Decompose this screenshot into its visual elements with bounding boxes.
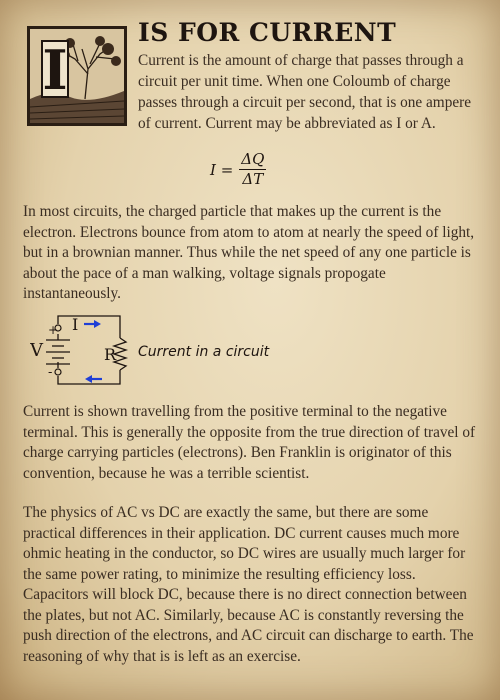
current-label: I [72,315,79,334]
circuit-diagram [30,312,140,392]
plus-label: + [48,323,59,337]
formula-numerator: ΔQ [241,150,265,168]
minus-label: - [48,365,53,380]
woodcut-landscape-image [30,29,124,123]
intro-paragraph: Current is the amount of charge that passes through a circuit per unit time. When one Coloumb of charge passes through a circuit per second, that is one ampere of current. Current may be abbreviated as I or A. [138,52,472,132]
electron-paragraph: In most circuits, the charged particle that makes up the current is the electron. Electrons bounce from atom to atom at nearly the speed of light, but in a brownian manner. Thus while the net speed of any one particle is about the pace of a man walking, voltage signals propogate instantaneously. [23,203,475,302]
circuit-caption: Current in a circuit [138,344,270,360]
current-formula [210,150,266,189]
resistor-label: R [104,345,117,364]
current-arrow-bottom [85,375,102,383]
drop-cap-illustration [27,26,127,126]
current-arrow-top [84,320,101,328]
negative-terminal [55,369,61,375]
formula-denominator: ΔT [242,170,264,188]
battery-symbol [46,340,70,364]
ac-dc-paragraph: The physics of AC vs DC are exactly the same, but there are some practical differences in their application. DC current causes much more ohmic heating in the conductor, so DC wires are usually much larger for the same power rating, to minimize the resulting efficiency loss. Capacitors will block DC, because there is no direct connection between the plates, but not AC. Similarly, because AC is constantly reversing the push direction of the electrons, and AC circuit can discharge to earth. The reasoning of why that is is left as an exercise. [23,504,474,665]
formula-fraction [239,150,266,189]
drop-cap-letter: I [42,38,68,102]
voltage-label: V [30,340,43,361]
circuit-wire-top [58,316,120,338]
convention-paragraph: Current is shown travelling from the positive terminal to the negative terminal. This is generally the opposite from the true direction of travel of charge carrying particles (electrons). Ben Franklin is originator of this convention, because he was a terrible scientist. [23,403,476,482]
formula-lhs: I = [210,160,234,179]
page-title: IS FOR CURRENT [138,18,397,47]
